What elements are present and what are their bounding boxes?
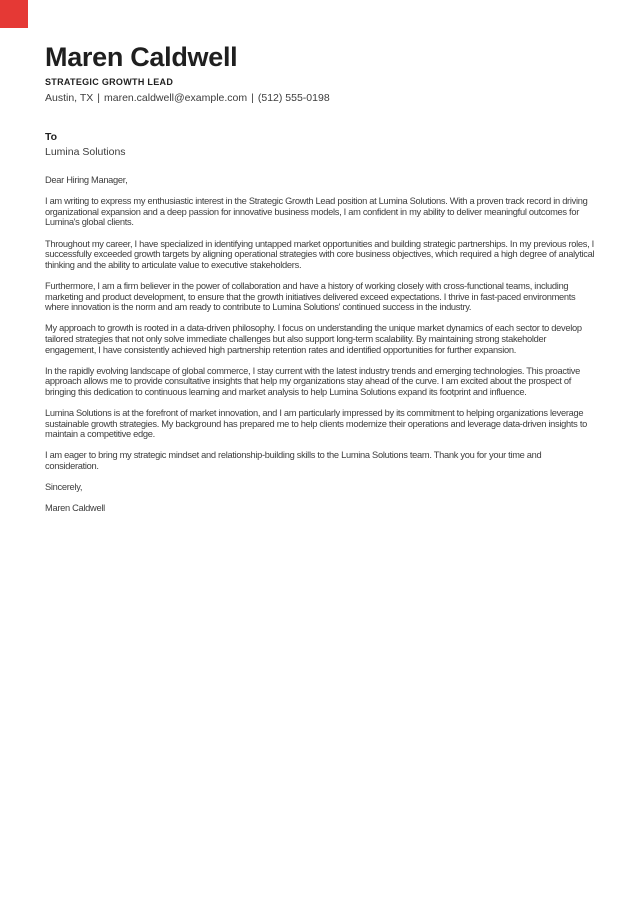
applicant-job-title: STRATEGIC GROWTH LEAD	[45, 77, 174, 87]
contact-line	[45, 92, 595, 105]
contact-separator: |	[251, 92, 254, 104]
recipient-label: To	[45, 131, 58, 143]
recipient-block	[45, 131, 595, 159]
red-marker	[0, 0, 28, 28]
contact-location: Austin, TX	[45, 92, 94, 104]
contact-email: maren.caldwell@example.com	[103, 92, 248, 104]
contact-separator: |	[97, 92, 100, 104]
recipient-company: Lumina Solutions	[45, 146, 126, 158]
cover-letter-paragraph: Furthermore, I am a firm believer in the power of collaboration and have a history of working closely with cross-functional teams, including marketing and product development, to ensure that the growth initiatives delivered exceed expectations. I thrive in fast-paced environments where innovation is the norm and am ready to contribute to Lumina Solutions' continued success in the industry.	[45, 280, 576, 313]
applicant-name: Maren Caldwell	[45, 42, 238, 72]
cover-letter-paragraph: I am writing to express my enthusiastic interest in the Strategic Growth Lead position at Lumina Solutions. With a proven track record in driving organizational expansion and a deep passion for innovative business models, I am confident in my ability to deliver meaningful outcomes for Lumina's global clients.	[45, 196, 588, 228]
cover-letter-paragraph: Throughout my career, I have specialized in identifying untapped market opportunities and building strategic partnerships. In my previous roles, I successfully exceeded growth targets by aligning operational strategies with core business objectives, which required a high degree of analytical thinking and the ability to articulate value to executive stakeholders.	[45, 238, 595, 270]
contact-phone: (512) 555-0198	[257, 92, 330, 104]
cover-letter-paragraph: Lumina Solutions is at the forefront of market innovation, and I am particularly impressed by its commitment to helping organizations leverage sustainable growth strategies. My background has prepared me to help clients modernize their operations and leverage data-driven insights to maintain a competitive edge.	[45, 408, 587, 440]
cover-letter-paragraph: My approach to growth is rooted in a data-driven philosophy. I focus on understanding the unique market dynamics of each sector to develop tailored strategies that not only solve immediate challenges but also support long-term scalability. By maintaining strong stakeholder engagement, I have consistently achieved high partnership retention rates and identified opportunities for further expansion.	[45, 323, 582, 355]
signature: Maren Caldwell	[45, 503, 105, 514]
salutation: Dear Hiring Manager,	[45, 175, 128, 185]
letter-body	[45, 175, 595, 514]
cover-letter-paragraph: In the rapidly evolving landscape of global commerce, I stay current with the latest industry trends and emerging technologies. This proactive approach allows me to provide consultative insights that help my organizations stay ahead of the curve. I am excited about the prospect of bringing this dedication to continuous learning and market analysis to help Lumina Solutions expand its footprint and influence.	[45, 365, 580, 397]
letter-header	[45, 42, 595, 105]
cover-letter-paragraph: I am eager to bring my strategic mindset and relationship-building skills to the Lumina Solutions team. Thank you for your time and consideration.	[45, 450, 542, 472]
closing: Sincerely,	[45, 482, 83, 493]
